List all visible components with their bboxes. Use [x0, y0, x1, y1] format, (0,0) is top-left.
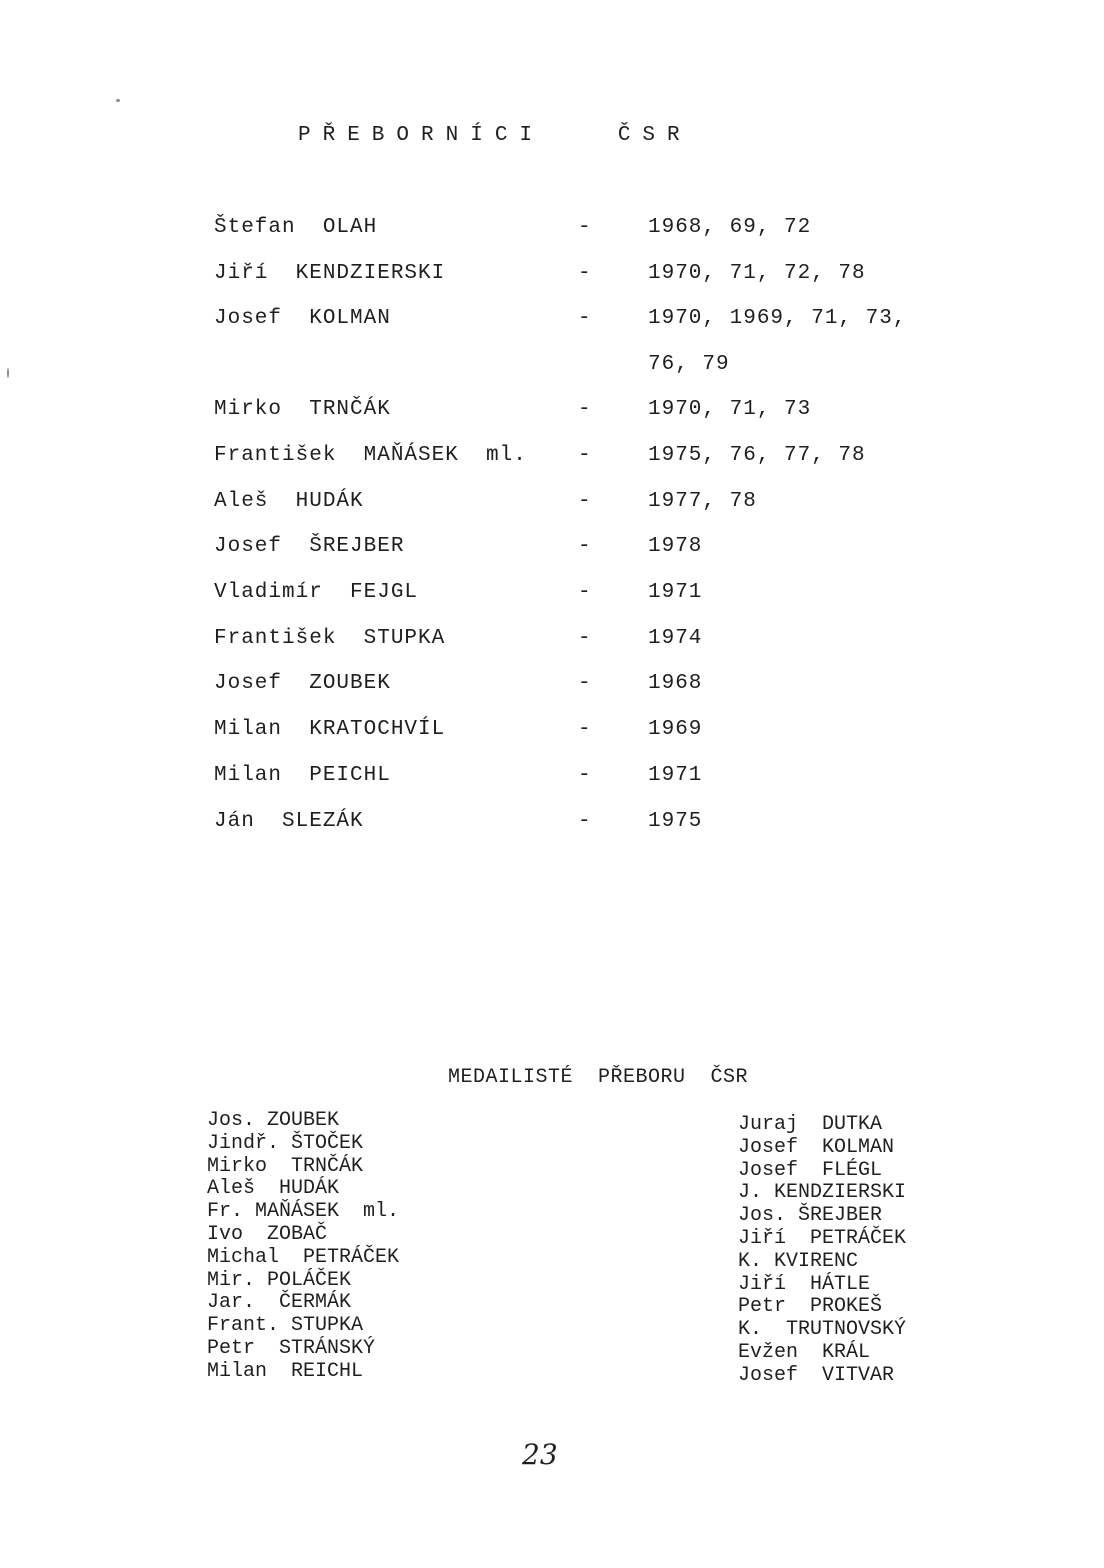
dash-separator: - [578, 718, 591, 741]
medalist-name: Jar. ČERMÁK [207, 1291, 352, 1315]
page-number: 23 [522, 1438, 558, 1471]
champion-name: Vladimír FEJGL [214, 581, 419, 604]
dash-separator: - [578, 262, 591, 285]
champion-years: 1971 [648, 581, 703, 604]
champion-years: 76, 79 [648, 353, 730, 376]
medalist-name: Mirko TRNČÁK [207, 1154, 364, 1178]
champion-years: 1969 [648, 718, 703, 741]
dash-separator: - [578, 535, 591, 558]
champion-years: 1968, 69, 72 [648, 216, 812, 239]
medalists-left-column [207, 1110, 399, 1384]
champion-name: Mirko TRNČÁK [214, 398, 391, 421]
champion-name: František MAŇÁSEK ml. [214, 444, 527, 467]
medalist-name: Evžen KRÁL [738, 1340, 871, 1364]
medalist-name: Josef KOLMAN [738, 1135, 895, 1159]
medalist-name: Mir. POLÁČEK [207, 1268, 352, 1292]
champion-years: 1970, 71, 72, 78 [648, 262, 866, 285]
medalist-name: Michal PETRÁČEK [207, 1245, 400, 1269]
medalist-name: Jos. ŠREJBER [738, 1204, 883, 1228]
champion-row [0, 672, 1104, 702]
medalist-name: Jiří HÁTLE [738, 1272, 871, 1296]
dash-separator: - [578, 490, 591, 513]
champion-name: Josef ZOUBEK [214, 672, 391, 695]
medalist-name: Juraj DUTKA [738, 1113, 883, 1136]
medalist-name: K. TRUTNOVSKÝ [738, 1318, 907, 1342]
medalist-name: Josef FLÉGL [738, 1158, 883, 1182]
champion-name: Aleš HUDÁK [214, 490, 364, 513]
champion-row [0, 444, 1104, 474]
medalist-name: J. KENDZIERSKI [738, 1181, 907, 1205]
champion-row [0, 262, 1104, 292]
dash-separator: - [578, 307, 591, 330]
champion-row [0, 718, 1104, 748]
champion-name: Milan KRATOCHVÍL [214, 718, 446, 741]
dash-separator: - [578, 764, 591, 787]
champion-years: 1971 [648, 764, 703, 787]
dash-separator: - [578, 444, 591, 467]
champion-row [0, 535, 1104, 565]
page-title: PŘEBORNÍCI ČSR [298, 124, 692, 147]
medalist-name: Jos. ZOUBEK [207, 1109, 340, 1132]
champion-years: 1978 [648, 535, 703, 558]
champion-name: Jiří KENDZIERSKI [214, 262, 446, 285]
champion-name: František STUPKA [214, 627, 446, 650]
champion-name: Štefan OLAH [214, 216, 378, 239]
dash-separator: - [578, 581, 591, 604]
champion-name: Milan PEICHL [214, 764, 391, 787]
dash-separator: - [578, 672, 591, 695]
medalist-name: Petr STRÁNSKÝ [207, 1336, 376, 1360]
dash-separator: - [578, 216, 591, 239]
champion-years: 1974 [648, 627, 703, 650]
medalist-name: Frant. STUPKA [207, 1314, 364, 1338]
medalists-right-column [738, 1114, 906, 1388]
champion-years: 1975, 76, 77, 78 [648, 444, 866, 467]
champion-years: 1968 [648, 672, 703, 695]
champion-years: 1975 [648, 810, 703, 833]
champion-years: 1970, 1969, 71, 73, [648, 307, 907, 330]
medalists-title: MEDAILISTÉ PŘEBORU ČSR [448, 1066, 749, 1089]
paper-speck [116, 99, 120, 102]
champion-row [0, 627, 1104, 657]
medalist-name: Petr PROKEŠ [738, 1295, 883, 1319]
champion-years: 1977, 78 [648, 490, 757, 513]
champion-row [0, 398, 1104, 428]
medalist-name: Milan REICHL [207, 1359, 364, 1383]
champion-name: Ján SLEZÁK [214, 810, 364, 833]
medalist-name: Jindř. ŠTOČEK [207, 1131, 364, 1155]
champion-row [0, 810, 1104, 840]
champion-row [0, 307, 1104, 337]
champion-row [0, 216, 1104, 246]
champion-row [0, 764, 1104, 794]
champion-name: Josef KOLMAN [214, 307, 391, 330]
medalist-name: Jiří PETRÁČEK [738, 1226, 907, 1250]
champion-row [0, 353, 1104, 383]
dash-separator: - [578, 627, 591, 650]
medalist-name: Fr. MAŇÁSEK ml. [207, 1200, 400, 1224]
medalist-name: K. KVIRENC [738, 1249, 859, 1273]
champion-name: Josef ŠREJBER [214, 535, 405, 558]
champion-row [0, 490, 1104, 520]
medalist-name: Josef VITVAR [738, 1363, 895, 1387]
paper-speck [7, 368, 9, 378]
champion-years: 1970, 71, 73 [648, 398, 812, 421]
champion-row [0, 581, 1104, 611]
medalist-name: Ivo ZOBAČ [207, 1222, 328, 1246]
dash-separator: - [578, 398, 591, 421]
dash-separator: - [578, 810, 591, 833]
medalist-name: Aleš HUDÁK [207, 1177, 340, 1201]
